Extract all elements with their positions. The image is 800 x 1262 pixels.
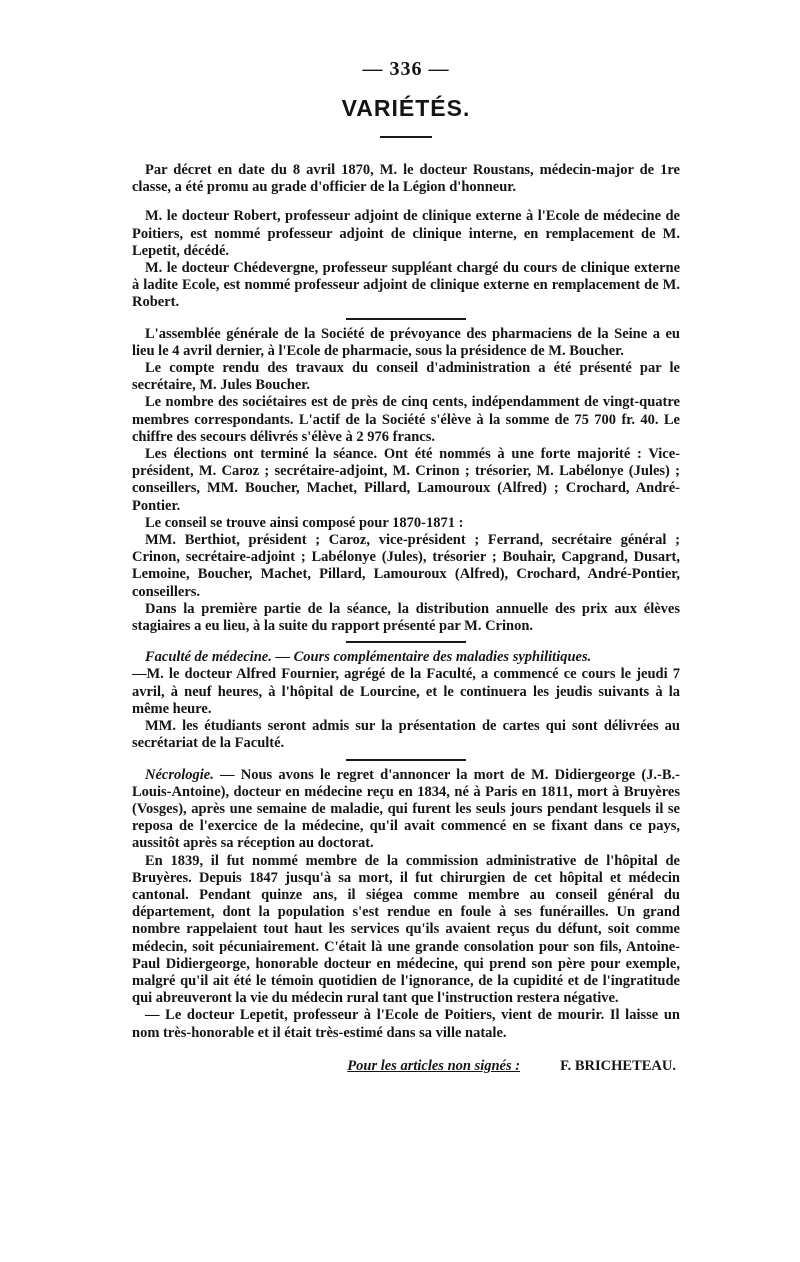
signature-name: F. BRICHETEAU. <box>560 1057 676 1074</box>
compte-rendu-paragraph: Le compte rendu des travaux du conseil d'administration a été présenté par le secrétaire, M. Jules Boucher. <box>132 360 680 394</box>
document-page <box>132 58 680 1075</box>
faculte-heading: Faculté de médecine. — Cours complémentaire des maladies syphilitiques. <box>145 649 592 666</box>
societaires-paragraph: Le nombre des sociétaires est de près de cinq cents, indépendamment de vingt-quatre membres correspondants. L'actif de la Société s'élève à la somme de 75 700 fr. 40. Le chiffre des secours délivrés s'élève à 2 976 francs. <box>132 394 680 445</box>
prix-paragraph: Dans la première partie de la séance, la distribution annuelle des prix aux élèves stagiaires a eu lieu, à la suite du rapport présenté par M. Crinon. <box>132 600 680 635</box>
conseil-intro-paragraph: Le conseil se trouve ainsi composé pour 1870-1871 : <box>145 514 464 531</box>
necrologie-notice <box>132 767 680 1042</box>
page-number: — 336 — <box>362 58 450 80</box>
robert-paragraph: M. le docteur Robert, professeur adjoint de clinique externe à l'Ecole de médecine de Poitiers, est nommé professeur adjoint de clinique interne, en remplacement de M. Lepetit, décédé. <box>132 208 680 259</box>
separator-rule <box>346 759 466 761</box>
faculte-body: —M. le docteur Alfred Fournier, agrégé de la Faculté, a commencé ce cours le jeudi 7 avril, à neuf heures, à l'hôpital de Lourcine, et le continuera les jeudis suivants à la même heure. <box>132 666 680 717</box>
spacer <box>132 196 680 208</box>
faculte-students: MM. les étudiants seront admis sur la présentation de cartes qui sont délivrées au secrétariat de la Faculté. <box>132 718 680 752</box>
title-rule <box>380 136 432 138</box>
separator-rule <box>346 641 466 643</box>
necrologie-heading: Nécrologie. <box>145 766 214 783</box>
chedevergne-paragraph: M. le docteur Chédevergne, professeur suppléant chargé du cours de clinique externe à ladite Ecole, est nommé professeur adjoint de clinique externe en remplacement de M. Robert. <box>132 260 680 311</box>
necrologie-second: En 1839, il fut nommé membre de la commission administrative de l'hôpital de Bruyères. Depuis 1847 jusqu'à sa mort, il fut chirurgien de cet hôpital et médecin cantonal. Pendant quinze ans, il siégea comme membre au conseil général du département, dont la population s'est rendue en foule à ses funérailles. Un grand nombre rappelaient tout haut les services qu'ils avaient reçus du défunt, soit comme médecin, soit pécuniairement. C'était là une grande consolation pour son fils, Antoine-Paul Didiergeorge, honorable docteur en médecine, qui prend son père pour exemple, malgré qu'il ait été le témoin quotidien de l'ignorance, de la cupidité et de l'ingratitude qui abreuveront la vie du médecin rural tant que l'instruction restera négative. <box>132 852 680 1007</box>
assemblee-notice <box>132 326 680 636</box>
necrologie-paragraph <box>132 767 680 853</box>
separator-rule <box>346 318 466 320</box>
signature-lead: Pour les articles non signés : <box>347 1057 521 1074</box>
decree-notice <box>132 162 680 196</box>
necrologie-body: — Nous avons le regret d'annoncer la mort de M. Didiergeorge (J.-B.-Louis-Antoine), docteur en médecine reçu en 1834, né à Paris en 1811, mort à Bruyères (Vosges), après une semaine de maladie, qui furent les seuls jours pendant lesquels il se reposa de l'exercice de la médecine, qu'il avait commencé en se fixant dans ce pays, aussitôt après sa réception au doctorat. <box>132 766 680 852</box>
signature-line <box>132 1058 680 1075</box>
conseil-members-paragraph: MM. Berthiot, président ; Caroz, vice-président ; Ferrand, secrétaire général ; Crinon, secrétaire-adjoint ; Labélonye (Jules), trésorier ; Bouhair, Capgrand, Dusart, Lemoine, Boucher, Machet, Pillard, Lamouroux (Alfred), Crochard, André-Pontier, conseillers. <box>132 532 680 600</box>
decree-paragraph: Par décret en date du 8 avril 1870, M. le docteur Roustans, médecin-major de 1re classe, a été promu au grade d'officier de la Légion d'honneur. <box>132 162 680 196</box>
faculte-notice <box>132 649 680 752</box>
assemblee-paragraph: L'assemblée générale de la Société de prévoyance des pharmaciens de la Seine a eu lieu le 4 avril dernier, à l'Ecole de pharmacie, sous la présidence de M. Boucher. <box>132 325 680 359</box>
lepetit-paragraph: — Le docteur Lepetit, professeur à l'Ecole de Poitiers, vient de mourir. Il laisse un nom très-honorable et il était très-estimé dans sa ville natale. <box>132 1007 680 1041</box>
elections-paragraph: Les élections ont terminé la séance. Ont été nommés à une forte majorité : Vice-président, M. Caroz ; secrétaire-adjoint, M. Crinon ; trésorier, M. Labélonye (Jules) ; conseillers, MM. Boucher, Machet, Pillard, Lamouroux (Alfred) ; Crochard, André-Pontier. <box>132 446 680 514</box>
section-title: VARIÉTÉS. <box>341 95 471 121</box>
robert-notice <box>132 208 680 311</box>
